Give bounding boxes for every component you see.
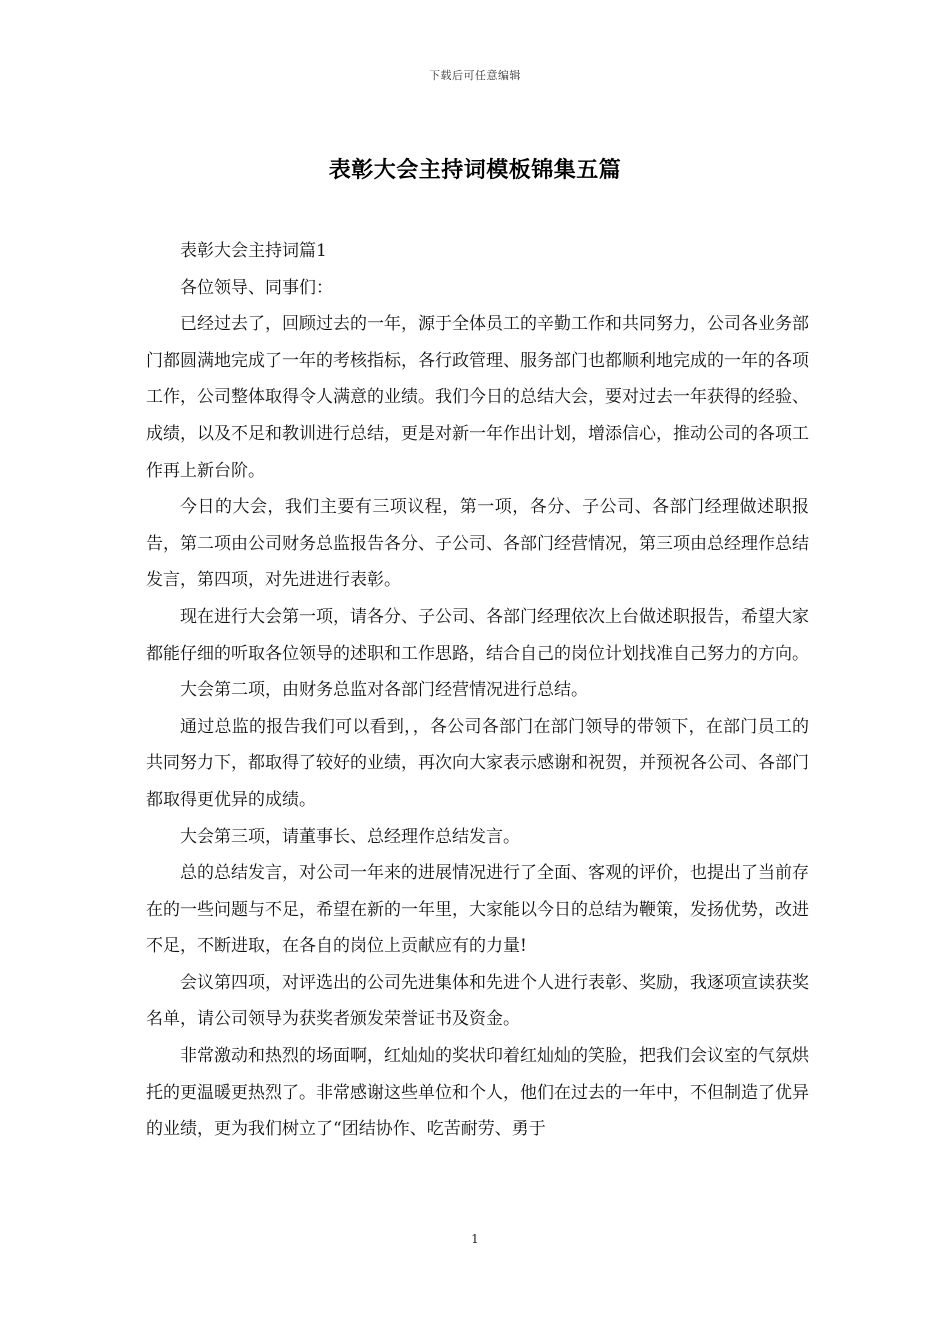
body-paragraph: 总的总结发言，对公司一年来的进展情况进行了全面、客观的评价，也提出了当前存在的一些问题与不足，希望在新的一年里，大家能以今日的总结为鞭策，发扬优势，改进不足，不断进取，在各自的岗位上贡献应有的力量! — [146, 863, 809, 957]
body-paragraph: 非常激动和热烈的场面啊，红灿灿的奖状印着红灿灿的笑脸，把我们会议室的气氛烘托的更温暖更热烈了。非常感谢这些单位和个人，他们在过去的一年中，不但制造了优异的业绩，更为我们树立了“团结协作、吃苦耐劳、勇于 — [146, 1046, 809, 1140]
section-heading: 表彰大会主持词篇1 — [180, 241, 327, 261]
page-number: 1 — [471, 1232, 479, 1246]
page-header-note: 下载后可任意编辑 — [429, 69, 521, 82]
body-paragraph: 大会第二项，由财务总监对各部门经营情况进行总结。 — [180, 680, 588, 701]
body-paragraph: 大会第三项，请董事长、总经理作总结发言。 — [180, 826, 520, 847]
body-paragraph: 现在进行大会第一项，请各分、子公司、各部门经理依次上台做述职报告，希望大家都能仔细的听取各位领导的述职和工作思路，结合自己的岗位计划找准自己努力的方向。 — [146, 606, 809, 664]
salutation: 各位领导、同事们： — [180, 277, 333, 298]
body-paragraph: 通过总监的报告我们可以看到，，各公司各部门在部门领导的带领下，在部门员工的共同努力下，都取得了较好的业绩，再次向大家表示感谢和祝贺，并预祝各公司、各部门都取得更优异的成绩。 — [146, 716, 809, 810]
body-paragraph: 今日的大会，我们主要有三项议程，第一项，各分、子公司、各部门经理做述职报告，第二项由公司财务总监报告各分、子公司、各部门经营情况，第三项由总经理作总结发言，第四项，对先进进行表彰。 — [146, 497, 809, 591]
body-paragraph: 会议第四项，对评选出的公司先进集体和先进个人进行表彰、奖励，我逐项宣读获奖名单，请公司领导为获奖者颁发荣誉证书及资金。 — [146, 972, 809, 1030]
document-body — [146, 233, 809, 1148]
document-title: 表彰大会主持词模板锦集五篇 — [328, 157, 622, 183]
body-paragraph: 已经过去了，回顾过去的一年，源于全体员工的辛勤工作和共同努力，公司各业务部门都圆满地完成了一年的考核指标，各行政管理、服务部门也都顺利地完成的一年的各项工作，公司整体取得令人满意的业绩。我们今日的总结大会，要对过去一年获得的经验、成绩，以及不足和教训进行总结，更是对新一年作出计划，增添信心，推动公司的各项工作再上新台阶。 — [146, 314, 809, 481]
